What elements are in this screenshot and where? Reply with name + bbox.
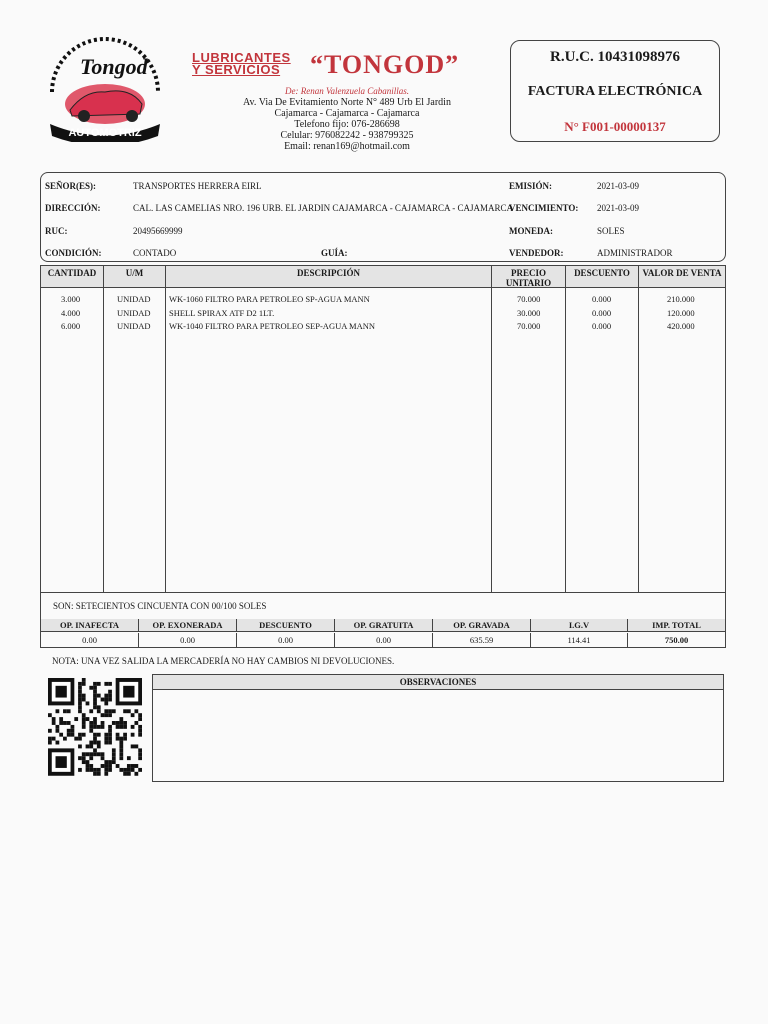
amount-in-words: SON: SETECIENTOS CINCUENTA CON 00/100 SOLES bbox=[53, 601, 267, 611]
total-header: I.G.V bbox=[531, 619, 628, 632]
senor-label: SEÑOR(ES): bbox=[45, 181, 97, 191]
header-um: U/M bbox=[104, 266, 166, 288]
total-header: OP. GRATUITA bbox=[335, 619, 433, 632]
header-descuento: DESCUENTO bbox=[566, 266, 639, 288]
company-phone: Telefono fijo: 076-286698 bbox=[294, 119, 400, 130]
total-header: IMP. TOTAL bbox=[628, 619, 725, 632]
observations-header: OBSERVACIONES bbox=[153, 675, 723, 690]
cell-um: UNIDAD bbox=[117, 294, 151, 304]
header-valor-venta: VALOR DE VENTA bbox=[639, 266, 725, 288]
direccion-label: DIRECCIÓN: bbox=[45, 203, 101, 213]
moneda-label: MONEDA: bbox=[509, 226, 553, 236]
tagline-line-1: LUBRICANTES bbox=[192, 50, 291, 65]
direccion-value: CAL. LAS CAMELIAS NRO. 196 URB. EL JARDIN CAJAMARCA - CAJAMARCA - CAJAMARCA bbox=[133, 203, 513, 213]
vendedor-value: ADMINISTRADOR bbox=[597, 248, 673, 258]
total-header: OP. INAFECTA bbox=[41, 619, 139, 632]
cell-descuento: 0.000 bbox=[592, 308, 612, 318]
company-logo bbox=[40, 32, 170, 142]
qr-code bbox=[48, 678, 142, 776]
cell-descuento: 0.000 bbox=[592, 321, 612, 331]
emision-value: 2021-03-09 bbox=[597, 181, 639, 191]
column-divider bbox=[565, 288, 566, 592]
customer-box bbox=[40, 172, 726, 262]
column-divider bbox=[103, 288, 104, 592]
items-table bbox=[40, 265, 726, 593]
company-mobile: Celular: 976082242 - 938799325 bbox=[280, 130, 414, 141]
guia-label: GUÍA: bbox=[321, 248, 348, 258]
total-header: OP. GRAVADA bbox=[433, 619, 531, 632]
document-type: FACTURA ELECTRÓNICA bbox=[527, 84, 703, 99]
emision-label: EMISIÓN: bbox=[509, 181, 553, 191]
column-divider bbox=[491, 288, 492, 592]
cell-descuento: 0.000 bbox=[592, 294, 612, 304]
note-text: NOTA: UNA VEZ SALIDA LA MERCADERÍA NO HAY CAMBIOS NI DEVOLUCIONES. bbox=[52, 656, 395, 666]
total-value: 0.00 bbox=[41, 633, 139, 647]
senor-value: TRANSPORTES HERRERA EIRL bbox=[133, 181, 262, 191]
observations-box bbox=[152, 674, 724, 782]
amount-in-words-box bbox=[40, 591, 726, 620]
condicion-value: CONTADO bbox=[133, 248, 177, 258]
total-value: 635.59 bbox=[433, 633, 531, 647]
company-tagline bbox=[192, 52, 291, 76]
total-header: OP. EXONERADA bbox=[139, 619, 237, 632]
totals-table bbox=[40, 619, 726, 648]
cell-valor: 120.000 bbox=[667, 308, 695, 318]
cell-cantidad: 4.000 bbox=[61, 308, 81, 318]
cell-descripcion: SHELL SPIRAX ATF D2 1LT. bbox=[169, 308, 275, 318]
cell-descripcion: WK-1060 FILTRO PARA PETROLEO SP-AGUA MANN bbox=[169, 294, 370, 304]
cell-valor: 210.000 bbox=[667, 294, 695, 304]
column-divider bbox=[165, 288, 166, 592]
total-header: DESCUENTO bbox=[237, 619, 335, 632]
ruc-value: 20495669999 bbox=[133, 226, 183, 236]
vencimiento-label: VENCIMIENTO: bbox=[509, 203, 579, 213]
cell-valor: 420.000 bbox=[667, 321, 695, 331]
company-info bbox=[212, 86, 482, 152]
company-email: Email: renan169@hotmail.com bbox=[284, 141, 410, 152]
column-divider bbox=[638, 288, 639, 592]
cell-precio: 30.000 bbox=[517, 308, 541, 318]
header-precio-unitario bbox=[492, 266, 566, 288]
total-value: 0.00 bbox=[237, 633, 335, 647]
cell-cantidad: 6.000 bbox=[61, 321, 81, 331]
owner-name: De: Renan Valenzuela Cabanillas. bbox=[285, 86, 409, 96]
company-address: Av. Via De Evitamiento Norte N° 489 Urb El Jardin bbox=[243, 97, 451, 108]
vencimiento-value: 2021-03-09 bbox=[597, 203, 639, 213]
header-precio: PRECIO bbox=[510, 268, 546, 278]
header-descripcion: DESCRIPCIÓN bbox=[166, 266, 492, 288]
cell-um: UNIDAD bbox=[117, 308, 151, 318]
tagline-line-2: Y SERVICIOS bbox=[192, 62, 281, 77]
total-value: 0.00 bbox=[335, 633, 433, 647]
total-value: 0.00 bbox=[139, 633, 237, 647]
ruc-number: R.U.C. 10431098976 bbox=[550, 49, 680, 65]
moneda-value: SOLES bbox=[597, 226, 625, 236]
cell-precio: 70.000 bbox=[517, 321, 541, 331]
vendedor-label: VENDEDOR: bbox=[509, 248, 564, 258]
company-city: Cajamarca - Cajamarca - Cajamarca bbox=[274, 108, 420, 119]
condicion-label: CONDICIÓN: bbox=[45, 248, 102, 258]
header-cantidad: CANTIDAD bbox=[41, 266, 104, 288]
cell-precio: 70.000 bbox=[517, 294, 541, 304]
invoice-number: N° F001-00000137 bbox=[564, 119, 666, 134]
company-brand: “TONGOD” bbox=[310, 50, 460, 79]
ruc-label: RUC: bbox=[45, 226, 68, 236]
cell-cantidad: 3.000 bbox=[61, 294, 81, 304]
logo-tongod-text: Tongod bbox=[80, 54, 148, 79]
cell-descripcion: WK-1040 FILTRO PARA PETROLEO SEP-AGUA MANN bbox=[169, 321, 375, 331]
logo-automotriz-text: AUTOMOTRIZ bbox=[68, 127, 142, 139]
header-unitario: UNITARIO bbox=[505, 278, 552, 288]
total-value: 114.41 bbox=[531, 633, 628, 647]
ruc-box bbox=[510, 40, 720, 142]
total-value-imp-total: 750.00 bbox=[664, 635, 689, 645]
cell-um: UNIDAD bbox=[117, 321, 151, 331]
company-name bbox=[192, 52, 502, 78]
